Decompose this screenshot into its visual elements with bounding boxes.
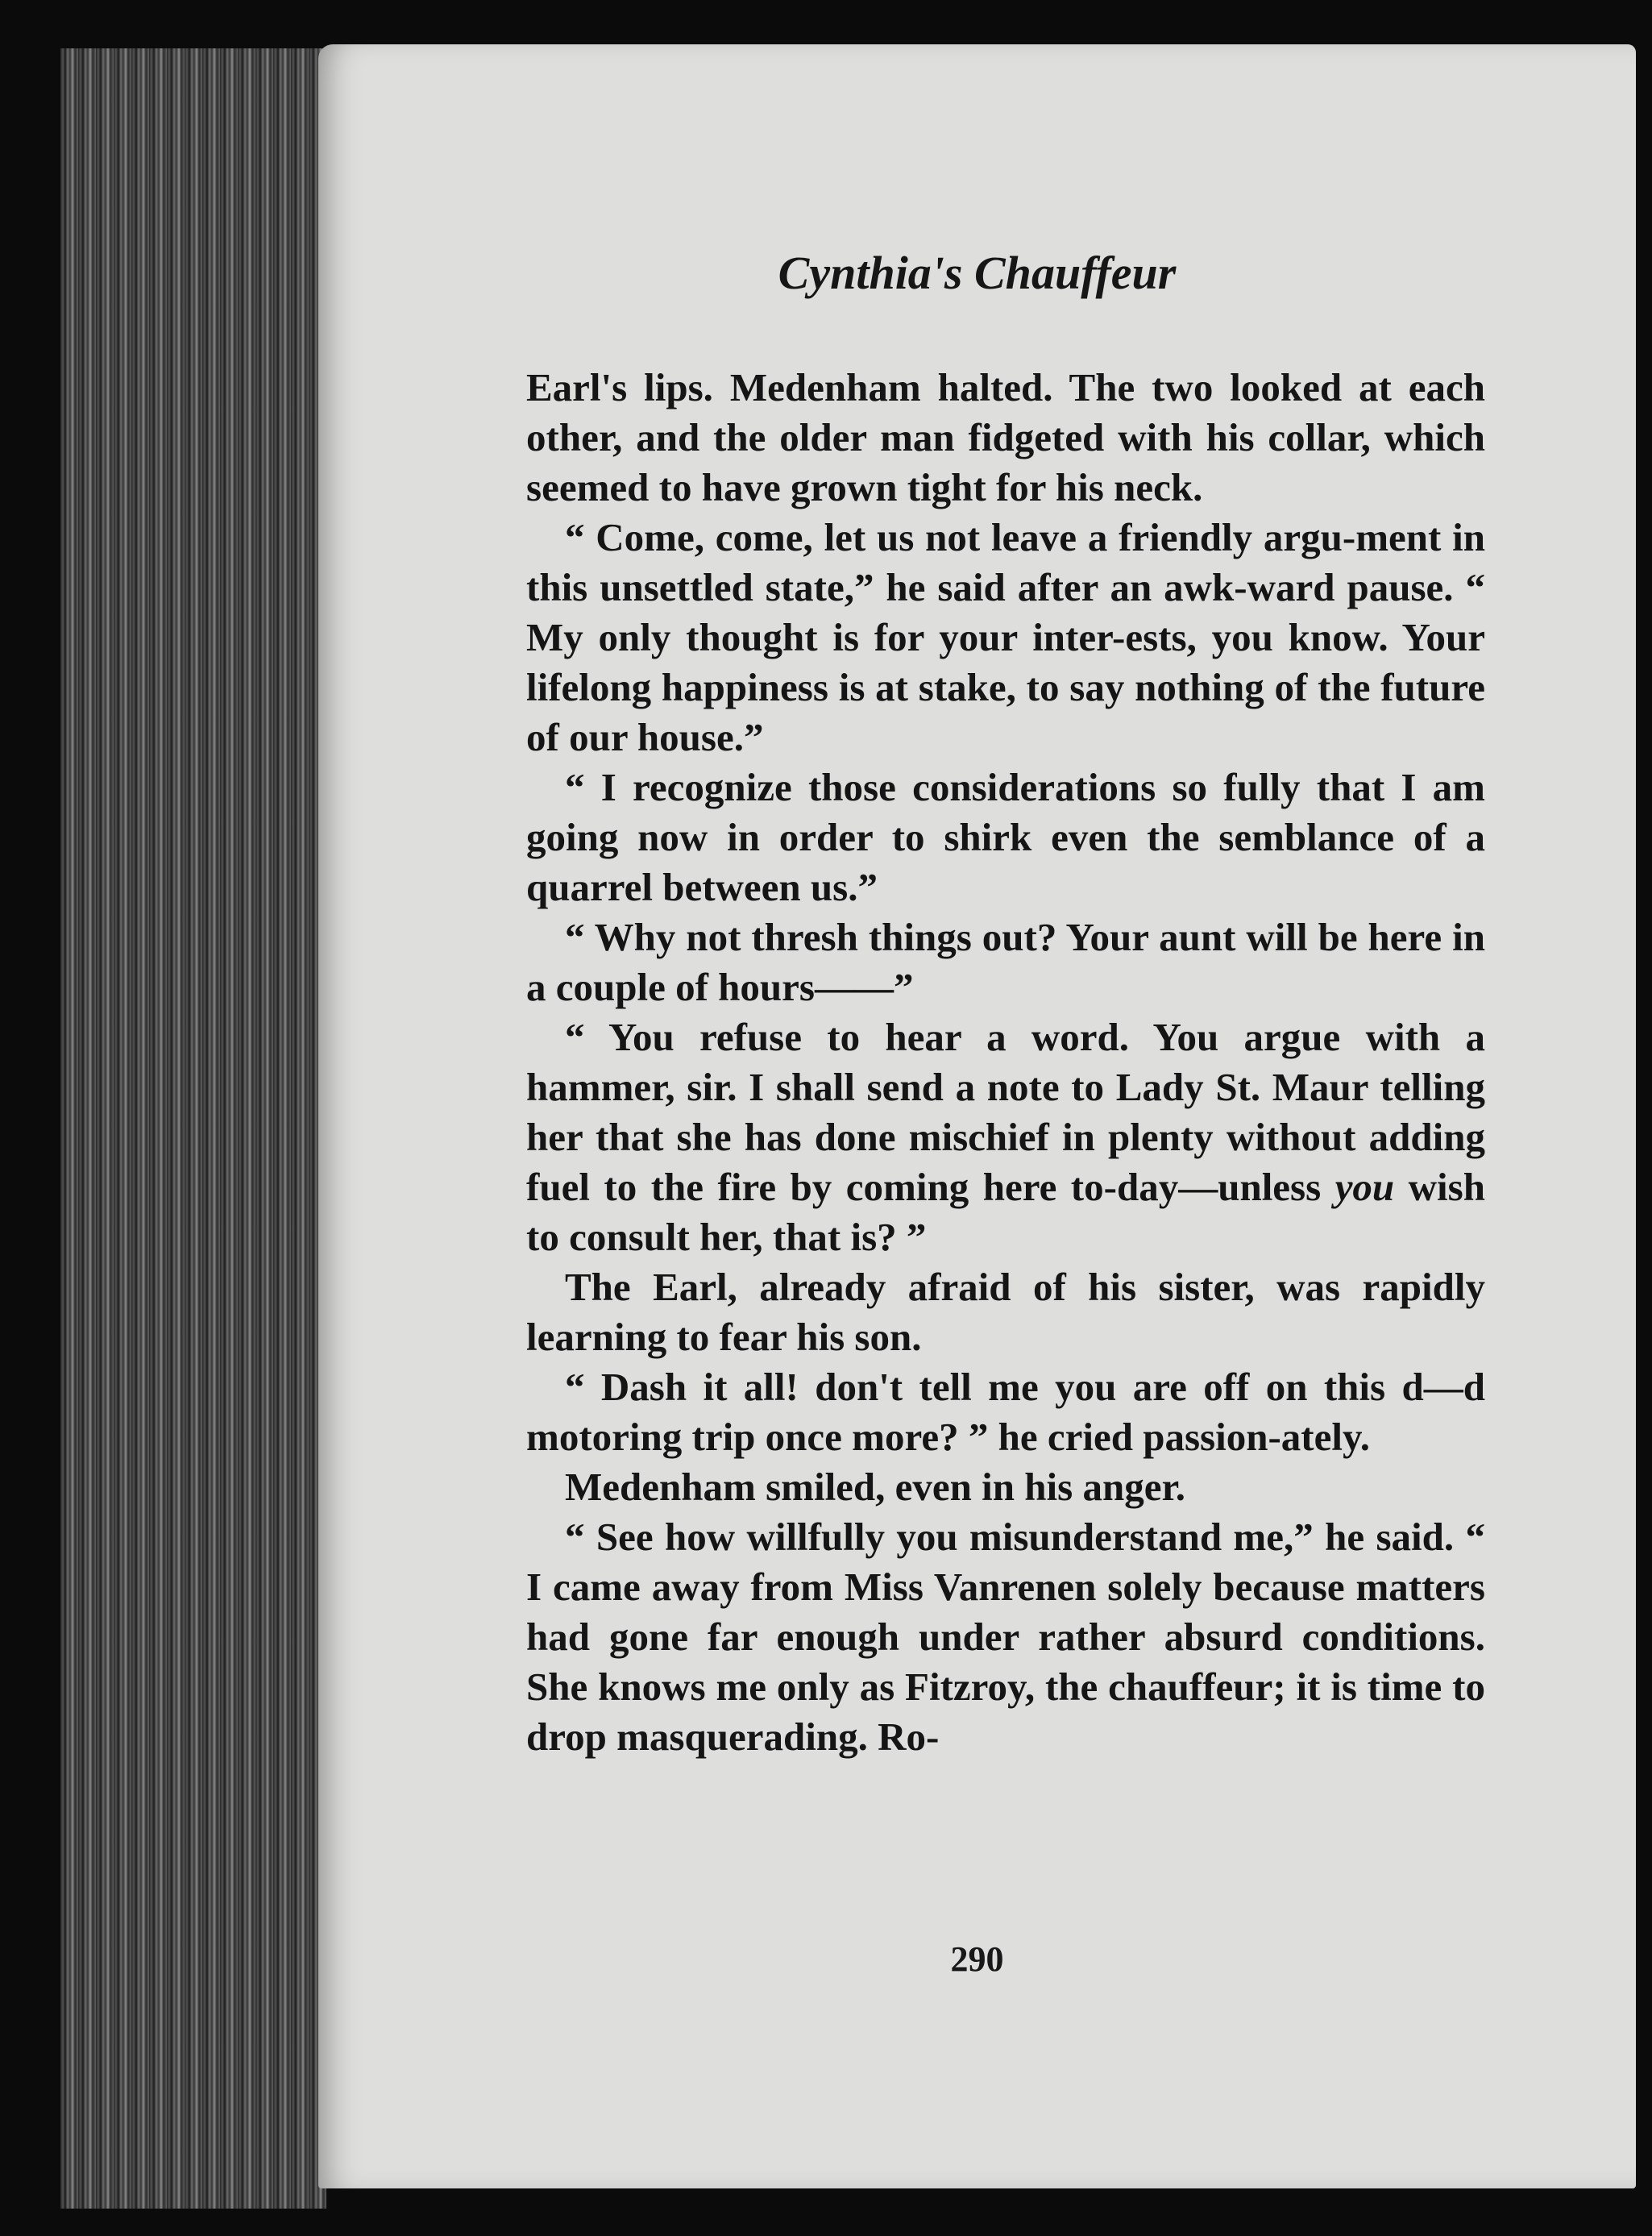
paragraph: “ Dash it all! don't tell me you are off on this d—d motoring trip once more? ” he cried passion-ately. <box>526 1365 1485 1459</box>
paragraph: “ I recognize those considerations so fully that I am going now in order to shirk even the semblance of a quarrel between us.” <box>526 765 1485 909</box>
emphasized-word: you <box>1334 1165 1395 1209</box>
paragraph: Medenham smiled, even in his anger. <box>565 1465 1185 1509</box>
page-number: 290 <box>950 1939 1004 1979</box>
paragraph: The Earl, already afraid of his sister, was rapidly learning to fear his son. <box>526 1265 1485 1359</box>
paragraph: “ Come, come, let us not leave a friendly argu-ment in this unsettled state,” he said after an awk-ward pause. “ My only thought is for your inter-ests, you know. Your lifelong happiness is at stake, to say nothing of the future of our house.” <box>526 515 1485 759</box>
book-page <box>318 44 1636 2188</box>
paragraph: “ Why not thresh things out? Your aunt will be here in a couple of hours——” <box>526 915 1485 1009</box>
running-head: Cynthia's Chauffeur <box>778 247 1177 299</box>
paragraph <box>526 1012 1485 1262</box>
body-text <box>526 363 1485 1762</box>
paragraph: “ See how willfully you misunderstand me,” he said. “ I came away from Miss Vanrenen solely because matters had gone far enough under rather absurd conditions. She knows me only as Fitzroy, the chauffeur; it is time to drop masquerading. Ro- <box>526 1515 1485 1759</box>
book-page-edges <box>60 48 326 2209</box>
paragraph-text-part: wish to consult her, that is? ” <box>526 1165 1485 1259</box>
paragraph-text-part: “ You refuse to hear a word. You argue with a hammer, sir. I shall send a note to Lady St. Maur telling her that she has done mischief in plenty without adding fuel to the fire by coming here to-day—unless <box>526 1015 1485 1209</box>
paragraph: Earl's lips. Medenham halted. The two looked at each other, and the older man fidgeted with his collar, which seemed to have grown tight for his neck. <box>526 365 1485 509</box>
